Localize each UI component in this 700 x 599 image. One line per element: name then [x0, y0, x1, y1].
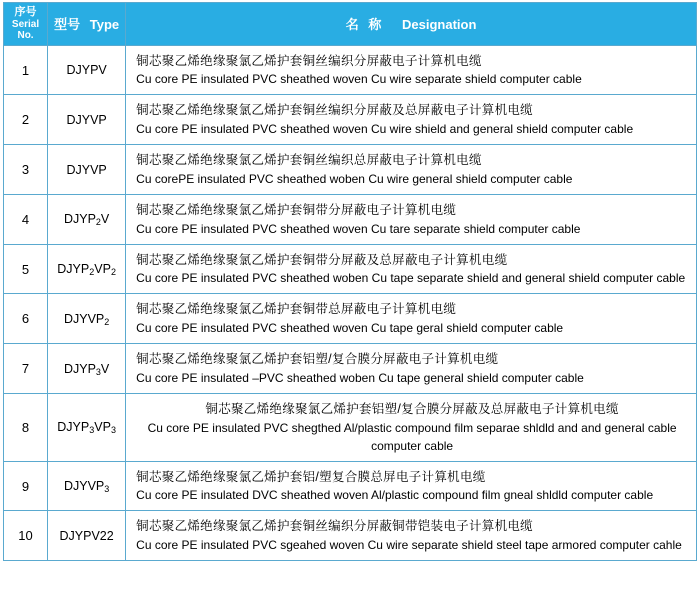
designation-en: Cu core PE insulated PVC sheathed woven Cu tare separate shield computer cable: [136, 221, 581, 236]
cell-type: $DJYP_2V$: [48, 194, 126, 244]
designation-en: Cu core PE insulated –PVC sheathed woben Cu tape general shield computer cable: [136, 370, 584, 385]
cell-type: $DJYP_3V$: [48, 344, 126, 394]
cell-type: DJYVP: [48, 145, 126, 195]
header-row: [4, 3, 697, 46]
cell-designation: [126, 294, 697, 344]
cell-designation: [126, 95, 697, 145]
cell-type: $DJYVP_2$: [48, 294, 126, 344]
cell-serial-no: 7: [4, 344, 48, 394]
cell-serial-no: 8: [4, 393, 48, 461]
designation-cn: 铜芯聚乙烯绝缘聚氯乙烯护套铜丝编织总屏蔽电子计算机电缆: [136, 153, 482, 168]
cell-serial-no: 10: [4, 511, 48, 561]
designation-en: Cu corePE insulated PVC sheathed woben Cu wire general shield computer cable: [136, 171, 573, 186]
header-type-en: Type: [89, 17, 120, 33]
designation-cn: 铜芯聚乙烯绝缘聚氯乙烯护套铜丝编织分屏蔽电子计算机电缆: [136, 53, 482, 68]
table-row: [4, 461, 697, 511]
cell-designation: [126, 344, 697, 394]
cable-spec-table: [3, 2, 697, 561]
table-row: [4, 344, 697, 394]
table-row: [4, 95, 697, 145]
cell-designation: [126, 511, 697, 561]
cell-designation: [126, 461, 697, 511]
cell-serial-no: 9: [4, 461, 48, 511]
designation-cn: 铜芯聚乙烯绝缘聚氯乙烯护套铝/塑复合膜总屏电子计算机电缆: [136, 469, 486, 484]
table-row: [4, 145, 697, 195]
header-type-cn: 型号: [54, 17, 81, 33]
designation-en: Cu core PE insulated PVC shegthed Al/plastic compound film separae shldld and and general cable computer cable: [147, 420, 677, 453]
cell-type: DJYPV: [48, 45, 126, 95]
cell-type: $DJYP_2VP_2$: [48, 244, 126, 294]
table-row: [4, 45, 697, 95]
cell-type: $DJYP_3VP_3$: [48, 393, 126, 461]
header-designation: [126, 3, 697, 46]
cell-designation: [126, 194, 697, 244]
cell-serial-no: 5: [4, 244, 48, 294]
cell-type: DJYPV22: [48, 511, 126, 561]
cell-designation: [126, 244, 697, 294]
table-row: [4, 511, 697, 561]
designation-en: Cu core PE insulated PVC sheathed woven Cu wire separate shield computer cable: [136, 72, 582, 87]
table-row: [4, 294, 697, 344]
designation-cn: 铜芯聚乙烯绝缘聚氯乙烯护套铝塑/复合膜分屏蔽电子计算机电缆: [136, 352, 499, 367]
designation-en: Cu core PE insulated PVC sheathed woven Cu wire shield and general shield computer cable: [136, 122, 634, 137]
header-serial-no: [4, 3, 48, 46]
designation-en: Cu core PE insulated PVC sheathed woben Cu tape separate shield and general shield computer cable: [136, 271, 686, 286]
table-header: [4, 3, 697, 46]
cell-type: $DJYVP_3$: [48, 461, 126, 511]
table-row: [4, 194, 697, 244]
designation-en: Cu core PE insulated PVC sgeahed woven Cu wire separate shield steel tape armored computer cahle: [136, 538, 682, 553]
table-row: [4, 393, 697, 461]
designation-en: Cu core PE insulated DVC sheathed woven Al/plastic compound film gneal shldld computer cable: [136, 488, 654, 503]
cell-serial-no: 4: [4, 194, 48, 244]
designation-cn: 铜芯聚乙烯绝缘聚氯乙烯护套铜丝编织分屏蔽铜带铠装电子计算机电缆: [136, 519, 533, 534]
cell-serial-no: 3: [4, 145, 48, 195]
designation-cn: 铜芯聚乙烯绝缘聚氯乙烯护套铜丝编织分屏蔽及总屏蔽电子计算机电缆: [136, 103, 533, 118]
designation-cn: 铜芯聚乙烯绝缘聚氯乙烯护套铜带分屏蔽及总屏蔽电子计算机电缆: [136, 252, 508, 267]
header-serial-no-en2: No.: [17, 30, 34, 42]
designation-en: Cu core PE insulated PVC sheathed woven Cu tape geral shield computer cable: [136, 321, 564, 336]
designation-cn: 铜芯聚乙烯绝缘聚氯乙烯护套铝塑/复合膜分屏蔽及总屏蔽电子计算机电缆: [205, 401, 619, 416]
cell-serial-no: 1: [4, 45, 48, 95]
header-serial-no-en1: Serial: [11, 18, 40, 30]
cell-designation: [126, 145, 697, 195]
header-type: [48, 3, 126, 46]
cell-serial-no: 6: [4, 294, 48, 344]
header-designation-en: Designation: [402, 17, 477, 33]
cell-designation: [126, 45, 697, 95]
header-designation-cn: 名 称: [345, 17, 385, 33]
cell-designation: [126, 393, 697, 461]
table-body: [4, 45, 697, 561]
table-row: [4, 244, 697, 294]
designation-cn: 铜芯聚乙烯绝缘聚氯乙烯护套铜带分屏蔽电子计算机电缆: [136, 202, 457, 217]
cell-type: DJYVP: [48, 95, 126, 145]
designation-cn: 铜芯聚乙烯绝缘聚氯乙烯护套铜带总屏蔽电子计算机电缆: [136, 302, 457, 317]
cell-serial-no: 2: [4, 95, 48, 145]
header-serial-no-cn: 序号: [14, 6, 37, 18]
